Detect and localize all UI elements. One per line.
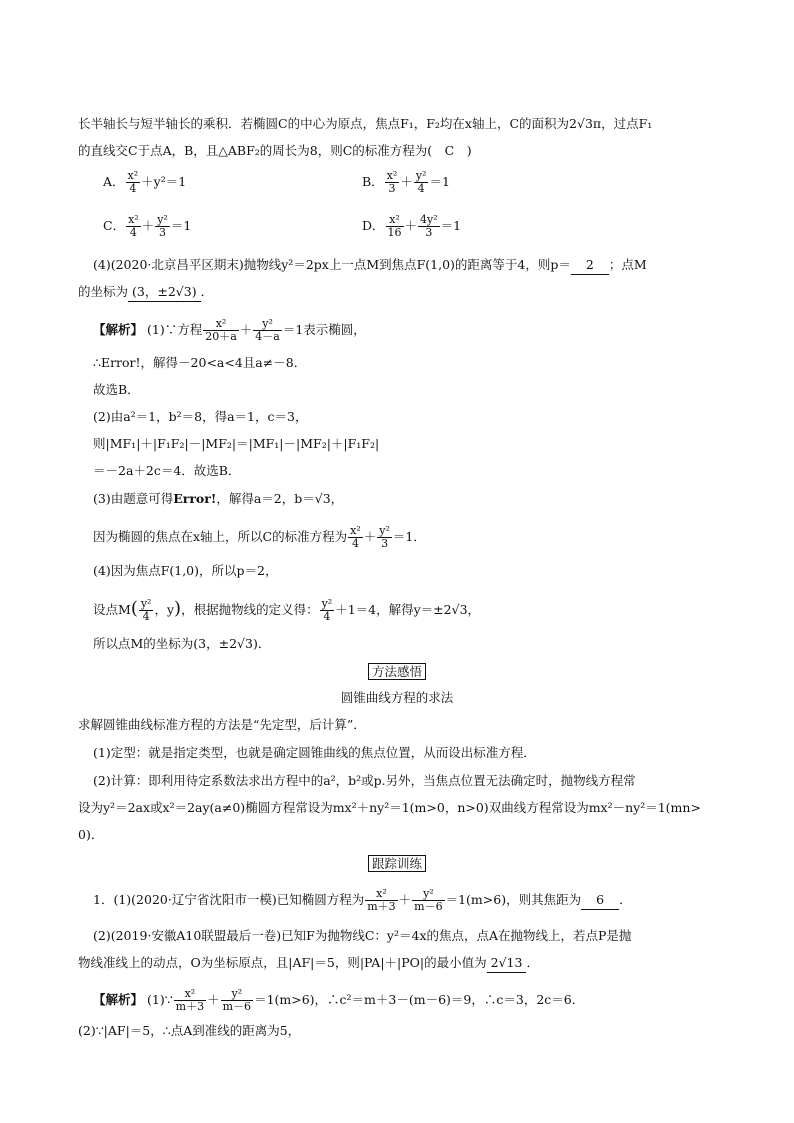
solution-line: ∴Error!，解得－20<a<4且a≠－8． [93,355,307,370]
fraction: $\frac{\text{x²}}{4}$ [127,169,139,195]
solution-line: 【解析】 (1)∵方程 $\frac{\text{x²}}{20+a}$ ＋ $\frac{\text{y²}}{4-a}$ ＝1表示椭圆， [93,317,366,343]
solution-line: 故选B． [93,382,140,397]
option-c: C． $\frac{\text{x²}}{4}$ ＋ $\frac{\text{y²}}{3}$ ＝1 [103,213,192,239]
fraction: $\frac{\text{x²}}{4}$ [350,524,361,550]
solution-line: 设点M( $\frac{\text{y²}}{4}$ ，y)，根据抛物线的定义得： $\frac{\text{y²}}{4}$ ＋1＝4，解得y＝±2√3， [93,597,481,623]
option-a: A． $\frac{\text{x²}}{4}$ ＋y²＝1 [103,169,187,195]
solution-line: 所以点M的坐标为(3，±2√3)． [93,636,271,651]
practice-line: 物线准线上的动点，O为坐标原点，且|AF|＝5，则|PA|＋|PO|的最小值为 2√13 ． [78,954,539,973]
method-line: (1)定型：就是指定类型，也就是确定圆锥曲线的焦点位置，从而设出标准方程． [93,745,536,760]
practice-line: 1．(1)(2020·辽宁省沈阳市一模)已知椭圆方程为 $\frac{\text{x²}}{m+3}$ ＋ $\frac{\text{y²}}{m-6}$ ＝1(m>6)，则其焦距为 6 ． [93,887,632,913]
answer-blank: 6 [581,891,619,910]
problem-text-line: 长半轴长与短半轴长的乘积．若椭圆C的中心为原点，焦点F₁，F₂均在x轴上，C的面积为2√3π，过点F₁ [78,116,653,131]
section-heading [0,855,794,873]
fraction: $\frac{\text{y²}}{4}$ [321,597,333,623]
question-4: (4)(2020·北京昌平区期末)抛物线y²＝2px上一点M到焦点F(1,0)的距离等于4，则p＝ 2 ；点M [93,256,647,275]
method-line: 求解圆锥曲线标准方程的方法是“先定型，后计算”． [78,717,366,732]
fraction: $\frac{\text{y²}}{m-6}$ [414,887,443,913]
solution-line: ＝－2a＋2c＝4．故选B． [93,463,241,478]
solution-line: (2)由a²＝1，b²＝8，得a＝1，c＝3， [93,409,308,424]
option-d: D． $\frac{\text{x²}}{16}$ ＋ $\frac{\text{4y²}}{3}$ ＝1 [362,213,462,239]
practice-solution: (2)∵|AF|＝5，∴点A到准线的距离为5， [78,1023,301,1038]
option-b: B． $\frac{\text{x²}}{3}$ ＋ $\frac{\text{y²}}{4}$ ＝1 [362,169,450,195]
fraction: $\frac{\text{x²}}{4}$ [128,213,139,239]
fraction: $\frac{\text{x²}}{m+3}$ [367,887,396,913]
method-box: 方法感悟 [368,663,426,680]
question-4-cont: 的坐标为 (3，±2√3) ． [78,283,213,302]
subtitle: 圆锥曲线方程的求法 [340,690,454,705]
fraction: $\frac{\text{y²}}{3}$ [157,213,168,239]
fraction: $\frac{\text{y²}}{m-6}$ [222,987,252,1013]
fraction: $\frac{\text{x²}}{20+a}$ [205,317,237,343]
practice-solution: 【解析】 (1)∵ $\frac{\text{x²}}{m+3}$ ＋ $\frac{\text{y²}}{m-6}$ ＝1(m>6)，∴c²＝m＋3－(m－6)＝9，∴c＝3，2c＝6． [93,987,585,1013]
answer-blank: 2 [571,256,609,275]
practice-line: (2)(2019·安徽A10联盟最后一卷)已知F为抛物线C：y²＝4x的焦点，点A在抛物线上，若点P是抛 [93,928,632,943]
answer-blank: 2√13 [487,954,527,973]
fraction: $\frac{\text{y²}}{4-a}$ [255,317,280,343]
practice-box: 跟踪训练 [368,855,426,872]
fraction: $\frac{\text{4y²}}{3}$ [420,213,438,239]
fraction: $\frac{\text{y²}}{4}$ [140,597,152,623]
method-line: 设为y²＝2ax或x²＝2ay(a≠0)椭圆方程常设为mx²＋ny²＝1(m>0，n>0)双曲线方程常设为mx²－ny²＝1(mn> [78,800,701,815]
fraction: $\frac{\text{x²}}{16}$ [387,213,402,239]
solution-line: 因为椭圆的焦点在x轴上，所以C的标准方程为 $\frac{\text{x²}}{4}$ ＋ $\frac{\text{y²}}{3}$ ＝1． [93,524,426,550]
method-line: 0)． [78,827,104,842]
fraction: $\frac{\text{x²}}{3}$ [386,169,398,195]
solution-line: (4)因为焦点F(1,0)，所以p＝2， [93,563,278,578]
fraction: $\frac{\text{x²}}{m+3}$ [175,987,205,1013]
solution-line: 则|MF₁|＋|F₁F₂|－|MF₂|＝|MF₁|－|MF₂|＋|F₁F₂| [93,436,380,451]
solution-line: (3)由题意可得Error!，解得a＝2，b＝√3， [93,491,344,506]
problem-text-line: 的直线交C于点A，B，且△ABF₂的周长为8，则C的标准方程为( C ) [78,143,472,158]
fraction: $\frac{\text{y²}}{3}$ [379,524,390,550]
solution-label: 【解析】 [93,992,144,1007]
answer-blank: (3，±2√3) [128,283,201,302]
method-line: (2)计算：即利用待定系数法求出方程中的a²，b²或p.另外，当焦点位置无法确定时，抛物线方程常 [93,773,636,788]
fraction: $\frac{\text{y²}}{4}$ [415,169,427,195]
solution-label: 【解析】 [93,322,144,337]
section-heading [0,663,794,681]
